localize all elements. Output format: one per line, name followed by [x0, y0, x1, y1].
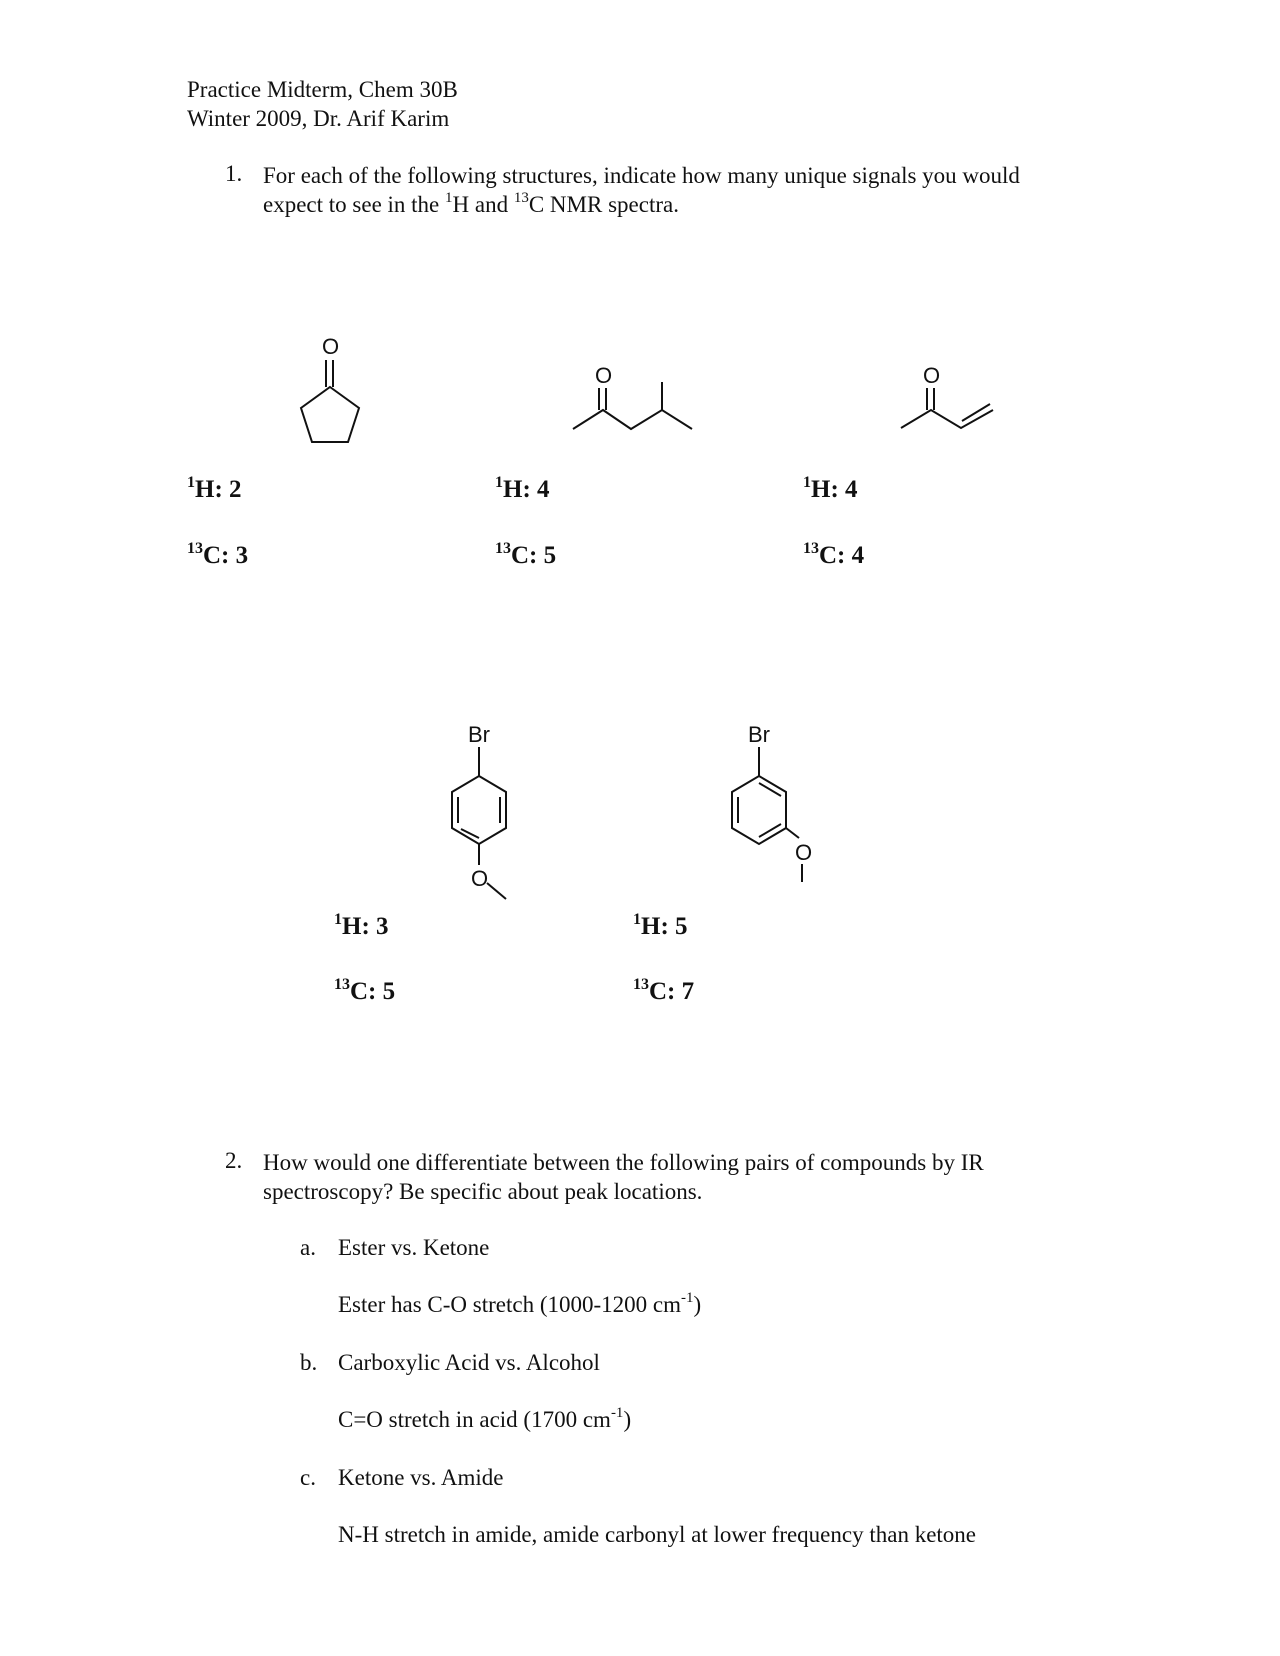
q2c-letter: c.	[300, 1465, 316, 1490]
oxygen-atom-label: O	[923, 363, 941, 388]
q1-number: 1.	[225, 161, 243, 186]
q1-text-line2: expect to see in the $^1$H and $^{13}$C NMR spectra.	[263, 190, 679, 217]
q2b-answer: C=O stretch in acid (1700 $cm^{-1}$)	[338, 1405, 632, 1432]
bromoanisole-para-structure	[440, 720, 540, 910]
header-term: Winter 2009, Dr. Arif Karim	[187, 106, 450, 131]
bromine-atom-label: Br	[468, 722, 490, 747]
answer-2-h: $^1$H: 4	[495, 474, 550, 503]
answer-2-c: $^{13}$C: 5	[495, 540, 557, 569]
methylpentanone-structure	[570, 362, 710, 442]
answer-3-c: $^{13}$C: 4	[803, 540, 865, 569]
oxygen-atom-label: O	[471, 866, 489, 891]
oxygen-atom-label: O	[322, 334, 340, 359]
q2b-title: Carboxylic Acid vs. Alcohol	[338, 1350, 600, 1375]
answer-5-h: $^1$H: 5	[633, 911, 688, 940]
q2b-letter: b.	[300, 1350, 318, 1375]
q2-number: 2.	[225, 1148, 243, 1173]
answer-1-c: $^{13}$C: 3	[187, 540, 249, 569]
butenone-structure	[898, 362, 1008, 442]
header-course: Practice Midterm, Chem 30B	[187, 77, 458, 102]
bromine-atom-label: Br	[748, 722, 770, 747]
bromoanisole-meta-structure	[715, 720, 835, 880]
oxygen-atom-label: O	[795, 840, 813, 865]
q2a-title: Ester vs. Ketone	[338, 1235, 490, 1260]
q2c-title: Ketone vs. Amide	[338, 1465, 504, 1490]
answer-1-h: $^1$H: 2	[187, 474, 242, 503]
answer-4-h: $^1$H: 3	[334, 911, 389, 940]
cyclopentanone-structure	[290, 330, 370, 450]
q1-text-line1: For each of the following structures, indicate how many unique signals you would	[263, 163, 1020, 188]
oxygen-atom-label: O	[595, 363, 613, 388]
answer-5-c: $^{13}$C: 7	[633, 976, 695, 1005]
q2a-letter: a.	[300, 1235, 316, 1260]
answer-4-c: $^{13}$C: 5	[334, 976, 396, 1005]
answer-3-h: $^1$H: 4	[803, 474, 858, 503]
q2a-answer: Ester has C-O stretch (1000-1200 $cm^{-1}$)	[338, 1290, 702, 1317]
q2-text-line2: spectroscopy? Be specific about peak locations.	[263, 1179, 703, 1204]
q2c-answer: N-H stretch in amide, amide carbonyl at lower frequency than ketone	[338, 1522, 977, 1547]
q2-text-line1: How would one differentiate between the following pairs of compounds by IR	[263, 1150, 984, 1175]
